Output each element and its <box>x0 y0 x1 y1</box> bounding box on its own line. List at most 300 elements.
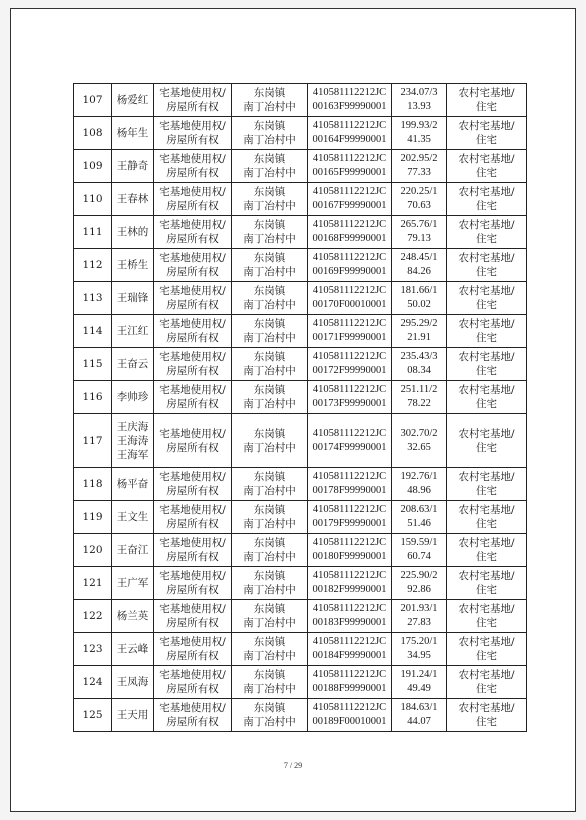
name-line: 王江红 <box>116 325 149 337</box>
area-line: 32.65 <box>407 441 431 453</box>
row-number-cell: 118 <box>74 468 112 501</box>
area-line: 51.46 <box>407 518 431 529</box>
area-cell <box>392 567 447 600</box>
table-row <box>74 150 527 183</box>
right-type-line: 房屋所有权 <box>166 584 219 596</box>
row-number-cell: 111 <box>74 216 112 249</box>
location-cell <box>232 381 308 414</box>
area-cell <box>392 501 447 534</box>
area-cell <box>392 282 447 315</box>
code-line: 410581112212JC <box>312 669 387 680</box>
right-type-line: 宅基地使用权/ <box>159 153 226 165</box>
name-line: 杨爱红 <box>116 94 149 106</box>
owner-name-cell <box>112 414 154 468</box>
usage-cell <box>447 414 527 468</box>
right-type-cell <box>154 534 232 567</box>
location-cell <box>232 501 308 534</box>
row-number-cell: 114 <box>74 315 112 348</box>
usage-line: 农村宅基地/ <box>458 186 515 198</box>
owner-name-cell <box>112 567 154 600</box>
area-cell <box>392 381 447 414</box>
area-cell <box>392 84 447 117</box>
unit-code-cell <box>308 315 392 348</box>
page-number: 7 / 29 <box>283 761 303 770</box>
right-type-cell <box>154 216 232 249</box>
usage-line: 农村宅基地/ <box>458 153 515 165</box>
table-row <box>74 567 527 600</box>
name-line: 李帅珍 <box>116 391 149 403</box>
owner-name-cell <box>112 315 154 348</box>
owner-name-cell <box>112 666 154 699</box>
right-type-line: 房屋所有权 <box>166 266 219 278</box>
location-line: 南丁冶村中 <box>243 134 296 146</box>
code-line: 410581112212JC <box>312 471 387 482</box>
code-line: 410581112212JC <box>312 537 387 548</box>
right-type-line: 宅基地使用权/ <box>159 87 226 99</box>
code-line: 410581112212JC <box>312 603 387 614</box>
code-line: 00189F00010001 <box>312 716 387 727</box>
document-page <box>10 8 576 812</box>
area-line: 191.24/1 <box>400 669 438 680</box>
location-cell <box>232 348 308 381</box>
right-type-line: 宅基地使用权/ <box>159 636 226 648</box>
code-line: 00178F99990001 <box>312 485 387 496</box>
unit-code-cell <box>308 534 392 567</box>
location-cell <box>232 117 308 150</box>
location-cell <box>232 150 308 183</box>
location-cell <box>232 468 308 501</box>
area-line: 181.66/1 <box>400 285 438 296</box>
right-type-line: 房屋所有权 <box>166 101 219 113</box>
location-line: 南丁冶村中 <box>243 398 296 410</box>
right-type-line: 宅基地使用权/ <box>159 219 226 231</box>
right-type-cell <box>154 249 232 282</box>
area-cell <box>392 699 447 732</box>
unit-code-cell <box>308 348 392 381</box>
code-line: 00169F99990001 <box>312 266 387 277</box>
right-type-line: 宅基地使用权/ <box>159 318 226 330</box>
right-type-line: 宅基地使用权/ <box>159 471 226 483</box>
usage-line: 农村宅基地/ <box>458 471 515 483</box>
area-line: 50.02 <box>407 299 431 310</box>
usage-line: 住宅 <box>476 167 497 179</box>
area-line: 220.25/1 <box>400 186 438 197</box>
table-row <box>74 600 527 633</box>
owner-name-cell <box>112 633 154 666</box>
location-line: 东岗镇 <box>253 87 286 99</box>
name-line: 王天用 <box>116 709 149 721</box>
area-line: 248.45/1 <box>400 252 438 263</box>
location-cell <box>232 282 308 315</box>
area-cell <box>392 150 447 183</box>
owner-name-cell <box>112 216 154 249</box>
area-line: 302.70/2 <box>400 427 438 439</box>
area-line: 44.07 <box>407 716 431 727</box>
usage-line: 住宅 <box>476 299 497 311</box>
location-cell <box>232 315 308 348</box>
area-line: 159.59/1 <box>400 537 438 548</box>
unit-code-cell <box>308 501 392 534</box>
usage-line: 农村宅基地/ <box>458 252 515 264</box>
code-line: 00164F99990001 <box>312 134 387 145</box>
area-cell <box>392 534 447 567</box>
location-cell <box>232 414 308 468</box>
name-line: 杨年生 <box>116 127 149 139</box>
location-line: 东岗镇 <box>253 384 286 396</box>
right-type-line: 宅基地使用权/ <box>159 603 226 615</box>
area-line: 27.83 <box>407 617 431 628</box>
usage-cell <box>447 84 527 117</box>
usage-line: 住宅 <box>476 485 497 497</box>
location-line: 南丁冶村中 <box>243 365 296 377</box>
usage-line: 农村宅基地/ <box>458 87 515 99</box>
location-line: 南丁冶村中 <box>243 332 296 344</box>
area-line: 175.20/1 <box>400 636 438 647</box>
code-line: 00172F99990001 <box>312 365 387 376</box>
name-line: 王云峰 <box>116 643 149 655</box>
usage-line: 农村宅基地/ <box>458 219 515 231</box>
code-line: 00168F99990001 <box>312 233 387 244</box>
unit-code-cell <box>308 381 392 414</box>
unit-code-cell <box>308 666 392 699</box>
row-number-cell: 117 <box>74 414 112 468</box>
code-line: 410581112212JC <box>312 636 387 647</box>
right-type-line: 房屋所有权 <box>166 551 219 563</box>
table-row <box>74 468 527 501</box>
unit-code-cell <box>308 183 392 216</box>
right-type-cell <box>154 84 232 117</box>
location-line: 南丁冶村中 <box>243 200 296 212</box>
usage-line: 农村宅基地/ <box>458 120 515 132</box>
location-cell <box>232 534 308 567</box>
location-line: 东岗镇 <box>253 471 286 483</box>
right-type-line: 宅基地使用权/ <box>159 504 226 516</box>
table-row <box>74 414 527 468</box>
location-cell <box>232 633 308 666</box>
code-line: 00171F99990001 <box>312 332 387 343</box>
owner-name-cell <box>112 348 154 381</box>
row-number-cell: 109 <box>74 150 112 183</box>
area-line: 184.63/1 <box>400 702 438 713</box>
unit-code-cell <box>308 117 392 150</box>
unit-code-cell <box>308 282 392 315</box>
code-line: 410581112212JC <box>312 285 387 296</box>
usage-line: 住宅 <box>476 683 497 695</box>
right-type-line: 房屋所有权 <box>166 398 219 410</box>
area-line: 78.22 <box>407 398 431 409</box>
location-cell <box>232 600 308 633</box>
location-line: 东岗镇 <box>253 219 286 231</box>
table-row <box>74 348 527 381</box>
location-cell <box>232 84 308 117</box>
right-type-line: 房屋所有权 <box>166 167 219 179</box>
code-line: 410581112212JC <box>312 219 387 230</box>
location-line: 东岗镇 <box>253 351 286 363</box>
code-line: 00179F99990001 <box>312 518 387 529</box>
name-line: 王瑞锋 <box>116 292 149 304</box>
unit-code-cell <box>308 600 392 633</box>
unit-code-cell <box>308 150 392 183</box>
right-type-cell <box>154 699 232 732</box>
name-line: 王奋江 <box>116 544 149 556</box>
code-line: 410581112212JC <box>312 87 387 98</box>
code-line: 00183F99990001 <box>312 617 387 628</box>
name-line: 王凤海 <box>116 676 149 688</box>
location-line: 东岗镇 <box>253 603 286 615</box>
right-type-line: 房屋所有权 <box>166 200 219 212</box>
usage-line: 农村宅基地/ <box>458 636 515 648</box>
code-line: 00180F99990001 <box>312 551 387 562</box>
right-type-line: 房屋所有权 <box>166 299 219 311</box>
area-cell <box>392 414 447 468</box>
location-line: 东岗镇 <box>253 120 286 132</box>
right-type-cell <box>154 348 232 381</box>
table-row <box>74 249 527 282</box>
usage-cell <box>447 150 527 183</box>
usage-cell <box>447 567 527 600</box>
area-cell <box>392 249 447 282</box>
location-cell <box>232 216 308 249</box>
location-line: 南丁冶村中 <box>243 617 296 629</box>
location-cell <box>232 249 308 282</box>
code-line: 00173F99990001 <box>312 398 387 409</box>
row-number-cell: 107 <box>74 84 112 117</box>
right-type-cell <box>154 183 232 216</box>
right-type-cell <box>154 414 232 468</box>
right-type-cell <box>154 501 232 534</box>
unit-code-cell <box>308 249 392 282</box>
usage-line: 住宅 <box>476 584 497 596</box>
code-line: 00174F99990001 <box>312 441 387 453</box>
table-row <box>74 183 527 216</box>
right-type-line: 房屋所有权 <box>166 716 219 728</box>
code-line: 410581112212JC <box>312 318 387 329</box>
code-line: 410581112212JC <box>312 252 387 263</box>
area-line: 208.63/1 <box>400 504 438 515</box>
area-line: 70.63 <box>407 200 431 211</box>
right-type-line: 房屋所有权 <box>166 617 219 629</box>
right-type-cell <box>154 150 232 183</box>
right-type-line: 房屋所有权 <box>166 441 219 454</box>
usage-line: 住宅 <box>476 398 497 410</box>
usage-line: 住宅 <box>476 365 497 377</box>
right-type-cell <box>154 633 232 666</box>
right-type-cell <box>154 567 232 600</box>
usage-line: 住宅 <box>476 716 497 728</box>
code-line: 410581112212JC <box>312 702 387 713</box>
location-line: 南丁冶村中 <box>243 299 296 311</box>
usage-cell <box>447 117 527 150</box>
right-type-line: 宅基地使用权/ <box>159 285 226 297</box>
table-row <box>74 84 527 117</box>
table-row <box>74 381 527 414</box>
location-line: 南丁冶村中 <box>243 650 296 662</box>
location-line: 南丁冶村中 <box>243 233 296 245</box>
area-line: 225.90/2 <box>400 570 438 581</box>
area-line: 234.07/3 <box>400 87 438 98</box>
usage-cell <box>447 315 527 348</box>
unit-code-cell <box>308 699 392 732</box>
location-cell <box>232 666 308 699</box>
row-number-cell: 116 <box>74 381 112 414</box>
owner-name-cell <box>112 468 154 501</box>
property-rights-table <box>73 83 527 732</box>
area-line: 34.95 <box>407 650 431 661</box>
usage-cell <box>447 249 527 282</box>
code-line: 00167F99990001 <box>312 200 387 211</box>
unit-code-cell <box>308 216 392 249</box>
location-line: 南丁冶村中 <box>243 551 296 563</box>
owner-name-cell <box>112 84 154 117</box>
usage-line: 住宅 <box>476 266 497 278</box>
usage-line: 住宅 <box>476 441 497 454</box>
owner-name-cell <box>112 282 154 315</box>
right-type-cell <box>154 468 232 501</box>
area-line: 79.13 <box>407 233 431 244</box>
area-cell <box>392 183 447 216</box>
row-number-cell: 121 <box>74 567 112 600</box>
name-line: 王广军 <box>116 577 149 589</box>
location-line: 东岗镇 <box>253 252 286 264</box>
owner-name-cell <box>112 699 154 732</box>
usage-cell <box>447 381 527 414</box>
location-line: 东岗镇 <box>253 153 286 165</box>
usage-cell <box>447 699 527 732</box>
area-line: 265.76/1 <box>400 219 438 230</box>
area-cell <box>392 600 447 633</box>
table-row <box>74 282 527 315</box>
name-line: 王海军 <box>116 448 149 461</box>
right-type-line: 宅基地使用权/ <box>159 186 226 198</box>
name-line: 王桥生 <box>116 259 149 271</box>
owner-name-cell <box>112 600 154 633</box>
area-line: 92.86 <box>407 584 431 595</box>
usage-cell <box>447 216 527 249</box>
location-cell <box>232 183 308 216</box>
code-line: 00165F99990001 <box>312 167 387 178</box>
row-number-cell: 113 <box>74 282 112 315</box>
location-cell <box>232 699 308 732</box>
area-cell <box>392 633 447 666</box>
code-line: 410581112212JC <box>312 384 387 395</box>
usage-line: 住宅 <box>476 617 497 629</box>
unit-code-cell <box>308 84 392 117</box>
code-line: 410581112212JC <box>312 186 387 197</box>
code-line: 410581112212JC <box>312 120 387 131</box>
row-number-cell: 110 <box>74 183 112 216</box>
usage-line: 农村宅基地/ <box>458 537 515 549</box>
location-line: 东岗镇 <box>253 318 286 330</box>
location-line: 南丁冶村中 <box>243 101 296 113</box>
owner-name-cell <box>112 381 154 414</box>
unit-code-cell <box>308 633 392 666</box>
owner-name-cell <box>112 150 154 183</box>
table-row <box>74 315 527 348</box>
location-line: 南丁冶村中 <box>243 518 296 530</box>
name-line: 杨平奋 <box>116 478 149 490</box>
usage-line: 住宅 <box>476 200 497 212</box>
location-line: 东岗镇 <box>253 702 286 714</box>
usage-cell <box>447 282 527 315</box>
location-line: 东岗镇 <box>253 427 286 440</box>
right-type-line: 房屋所有权 <box>166 683 219 695</box>
area-line: 08.34 <box>407 365 431 376</box>
right-type-line: 宅基地使用权/ <box>159 702 226 714</box>
code-line: 00188F99990001 <box>312 683 387 694</box>
location-line: 东岗镇 <box>253 570 286 582</box>
table-row <box>74 699 527 732</box>
location-line: 东岗镇 <box>253 669 286 681</box>
area-cell <box>392 315 447 348</box>
area-line: 41.35 <box>407 134 431 145</box>
row-number-cell: 108 <box>74 117 112 150</box>
right-type-line: 宅基地使用权/ <box>159 570 226 582</box>
row-number-cell: 123 <box>74 633 112 666</box>
location-line: 东岗镇 <box>253 636 286 648</box>
area-line: 199.93/2 <box>400 120 438 131</box>
usage-cell <box>447 534 527 567</box>
owner-name-cell <box>112 117 154 150</box>
usage-cell <box>447 468 527 501</box>
unit-code-cell <box>308 468 392 501</box>
right-type-line: 宅基地使用权/ <box>159 351 226 363</box>
right-type-cell <box>154 666 232 699</box>
usage-cell <box>447 501 527 534</box>
usage-cell <box>447 183 527 216</box>
area-line: 21.91 <box>407 332 431 343</box>
usage-cell <box>447 348 527 381</box>
table-row <box>74 117 527 150</box>
right-type-line: 房屋所有权 <box>166 134 219 146</box>
location-line: 南丁冶村中 <box>243 584 296 596</box>
code-line: 00170F00010001 <box>312 299 387 310</box>
right-type-cell <box>154 117 232 150</box>
usage-line: 住宅 <box>476 134 497 146</box>
owner-name-cell <box>112 534 154 567</box>
right-type-line: 宅基地使用权/ <box>159 537 226 549</box>
right-type-line: 宅基地使用权/ <box>159 669 226 681</box>
area-line: 13.93 <box>407 101 431 112</box>
area-cell <box>392 468 447 501</box>
row-number-cell: 112 <box>74 249 112 282</box>
usage-line: 住宅 <box>476 332 497 344</box>
area-line: 49.49 <box>407 683 431 694</box>
right-type-cell <box>154 282 232 315</box>
area-cell <box>392 348 447 381</box>
row-number-cell: 119 <box>74 501 112 534</box>
right-type-cell <box>154 381 232 414</box>
usage-line: 农村宅基地/ <box>458 427 515 440</box>
right-type-line: 宅基地使用权/ <box>159 384 226 396</box>
area-line: 295.29/2 <box>400 318 438 329</box>
usage-line: 农村宅基地/ <box>458 285 515 297</box>
right-type-cell <box>154 315 232 348</box>
code-line: 410581112212JC <box>312 153 387 164</box>
name-line: 王奋云 <box>116 358 149 370</box>
unit-code-cell <box>308 567 392 600</box>
table-row <box>74 633 527 666</box>
area-cell <box>392 117 447 150</box>
table-row <box>74 666 527 699</box>
location-line: 南丁冶村中 <box>243 167 296 179</box>
code-line: 00182F99990001 <box>312 584 387 595</box>
right-type-line: 宅基地使用权/ <box>159 120 226 132</box>
location-line: 南丁冶村中 <box>243 716 296 728</box>
owner-name-cell <box>112 501 154 534</box>
right-type-line: 宅基地使用权/ <box>159 427 226 440</box>
location-line: 南丁冶村中 <box>243 266 296 278</box>
usage-line: 农村宅基地/ <box>458 351 515 363</box>
